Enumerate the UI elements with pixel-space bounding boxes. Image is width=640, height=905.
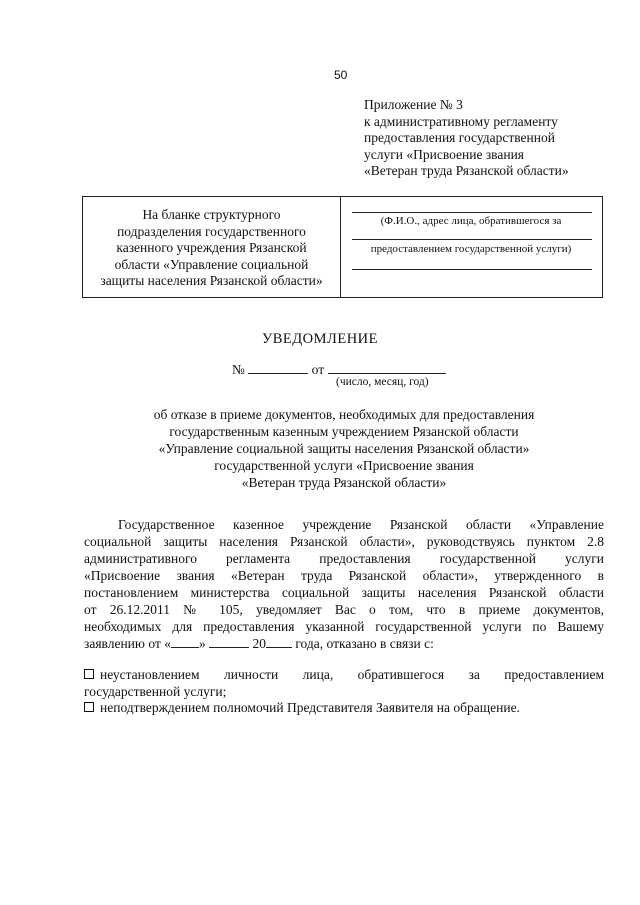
applicant-rule	[352, 269, 592, 270]
page-number: 50	[334, 68, 348, 82]
appendix-line: к административному регламенту	[364, 113, 558, 129]
quote-close: »	[198, 636, 206, 651]
day-blank	[171, 635, 199, 648]
date-blank	[328, 360, 446, 374]
year-blank	[266, 635, 292, 648]
applicant-rule	[352, 239, 592, 240]
body-line	[84, 635, 604, 652]
applicant-caption: предоставлением государственной услуги)	[370, 243, 572, 255]
body-line: Государственное казенное учреждение Рязанской области «Управление	[118, 517, 604, 532]
appendix-line: «Ветеран труда Рязанской области»	[364, 163, 569, 178]
letterhead-line: казенного учреждения Рязанской	[116, 240, 307, 255]
letterhead-placeholder	[83, 207, 340, 290]
year-prefix: 20	[252, 636, 266, 651]
subject-line: «Управление социальной защиты населения Рязанской области»	[158, 441, 530, 456]
body-line: постановлением министерства социальной защиты населения Рязанской области	[84, 585, 604, 600]
subject-line: государственным казенным учреждением Рязанской области	[169, 424, 519, 439]
letterhead-line: защиты населения Рязанской области»	[100, 273, 323, 288]
body-line: от 26.12.2011 № 105, уведомляет Вас о том, что в приеме документов,	[84, 602, 604, 617]
reason-line: неустановлением личности лица, обратившегося за предоставлением	[84, 666, 604, 683]
appendix-line: Приложение № 3	[364, 97, 463, 112]
applicant-field	[340, 197, 602, 297]
appendix-line: услуги «Присвоение звания	[364, 146, 525, 162]
number-label: №	[232, 362, 245, 377]
appendix-reference	[364, 97, 569, 180]
letterhead-line: подразделения государственного	[117, 223, 306, 239]
refusal-reason-authority	[84, 699, 604, 716]
letterhead-line: На бланке структурного	[142, 207, 281, 222]
from-label: от	[311, 362, 325, 377]
refusal-reason-identity	[84, 666, 604, 700]
applicant-caption: (Ф.И.О., адрес лица, обратившегося за	[380, 215, 562, 227]
refusal-phrase: года, отказано в связи с:	[295, 636, 434, 651]
appendix-line: предоставления государственной	[364, 130, 555, 145]
subject-line: государственной услуги «Присвоение звания	[214, 458, 474, 473]
date-hint: (число, месяц, год)	[336, 376, 429, 388]
number-blank	[248, 360, 308, 374]
document-title: УВЕДОМЛЕНИЕ	[261, 331, 379, 347]
subject-line: «Ветеран труда Рязанской области»	[241, 475, 447, 490]
body-line: социальной защиты населения Рязанской области», руководствуясь пунктом 2.8	[84, 534, 604, 549]
reason-line: неподтверждением полномочий Представителя Заявителя на обращение.	[100, 700, 520, 715]
body-line: необходимых для предоставления указанной государственной услуги по Вашему	[84, 619, 604, 634]
checkbox-identity[interactable]	[84, 669, 94, 679]
month-blank	[209, 635, 249, 648]
letterhead-line: области «Управление социальной	[114, 256, 309, 272]
body-line: «Присвоение звания «Ветеран труда Рязанской области», утвержденного в	[84, 568, 604, 583]
reason-line: государственной услуги;	[84, 684, 227, 699]
checkbox-authority[interactable]	[84, 702, 94, 712]
applicant-rule	[352, 212, 592, 213]
application-date-prefix: заявлению от «	[84, 636, 171, 651]
subject-line: об отказе в приеме документов, необходимых для предоставления	[153, 407, 535, 422]
body-line: административного регламента предоставления государственной услуги	[84, 551, 604, 566]
header-box	[82, 196, 603, 298]
notice-subject	[0, 406, 640, 491]
notice-body	[84, 516, 604, 652]
